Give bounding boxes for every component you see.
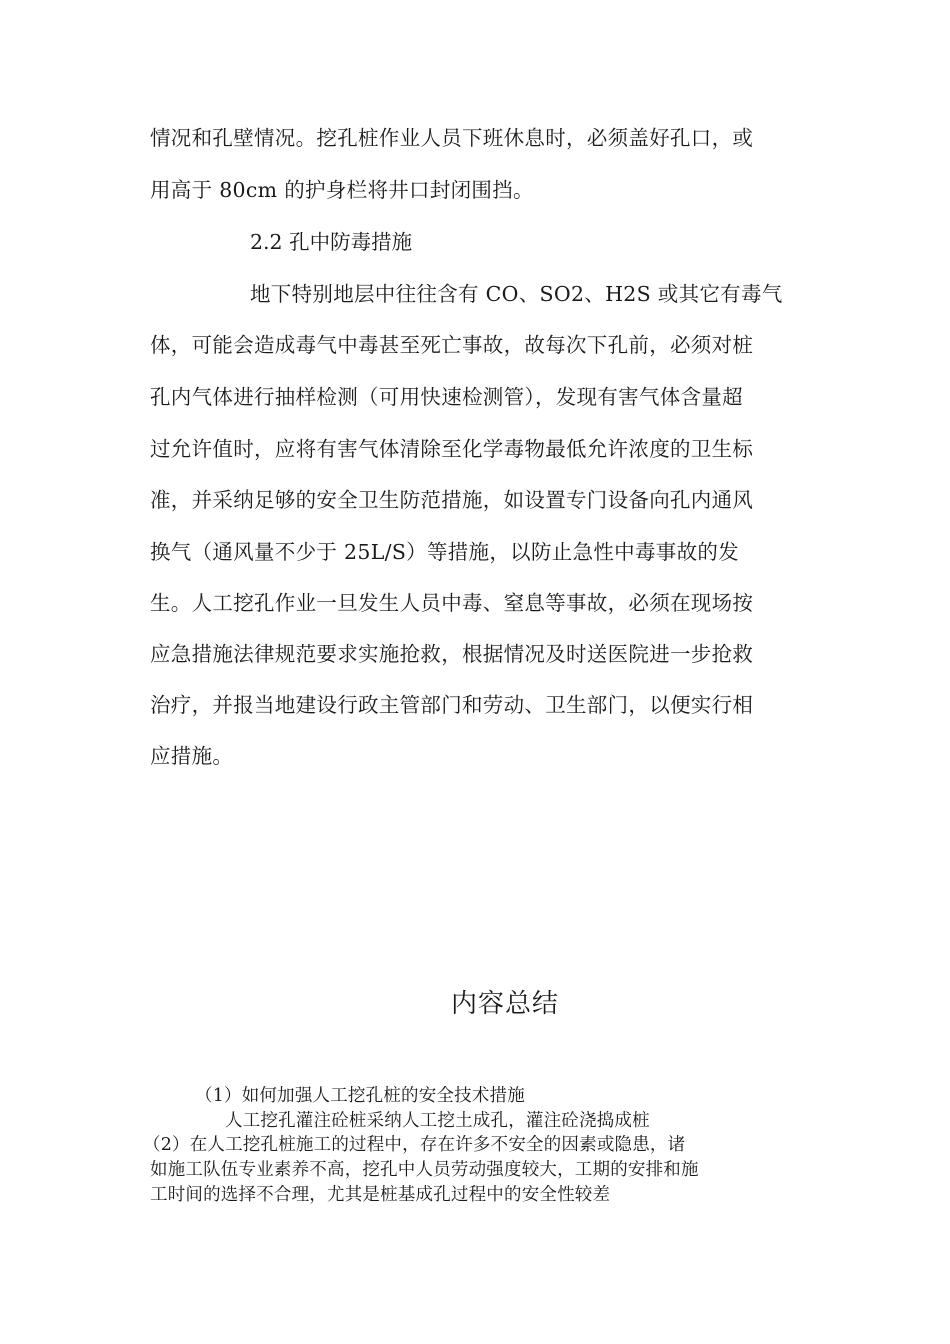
body-text-line: 地下特别地层中往往含有 CO、SO2、H2S 或其它有毒气	[250, 282, 783, 306]
summary-line: （1）如何加强人工挖孔桩的安全技术措施	[195, 1086, 525, 1106]
summary-line: 如施工队伍专业素养不高，挖孔中人员劳动强度较大，工期的安排和施	[150, 1160, 699, 1180]
summary-line: 人工挖孔灌注砼桩采纳人工挖土成孔，灌注砼浇捣成桩	[225, 1111, 650, 1131]
body-text-line: 应急措施法律规范要求实施抢救，根据情况及时送医院进一步抢救	[150, 642, 754, 666]
summary-line: （2）在人工挖孔桩施工的过程中，存在许多不安全的因素或隐患，诸	[143, 1135, 686, 1155]
body-text-line: 生。人工挖孔作业一旦发生人员中毒、窒息等事故，必须在现场按	[150, 591, 754, 615]
body-text-line: 用高于 80cm 的护身栏将井口封闭围挡。	[150, 178, 534, 202]
body-text-line: 体，可能会造成毒气中毒甚至死亡事故，故每次下孔前，必须对桩	[150, 333, 754, 357]
body-text-line: 治疗，并报当地建设行政主管部门和劳动、卫生部门，以便实行相	[150, 693, 754, 717]
body-text-line: 准，并采纳足够的安全卫生防范措施，如设置专门设备向孔内通风	[150, 488, 754, 512]
body-text-line: 应措施。	[150, 744, 234, 768]
summary-title: 内容总结	[450, 989, 559, 1019]
summary-line: 工时间的选择不合理，尤其是桩基成孔过程中的安全性较差	[150, 1185, 611, 1205]
body-text-line: 换气（通风量不少于 25L/S）等措施，以防止急性中毒事故的发	[150, 540, 739, 564]
body-text-line: 孔内气体进行抽样检测（可用快速检测管），发现有害气体含量超	[150, 385, 743, 409]
section-heading: 2.2 孔中防毒措施	[250, 230, 413, 254]
body-text-line: 过允许值时，应将有害气体清除至化学毒物最低允许浓度的卫生标	[150, 437, 754, 461]
body-text-line: 情况和孔壁情况。挖孔桩作业人员下班休息时，必须盖好孔口，或	[150, 126, 754, 150]
